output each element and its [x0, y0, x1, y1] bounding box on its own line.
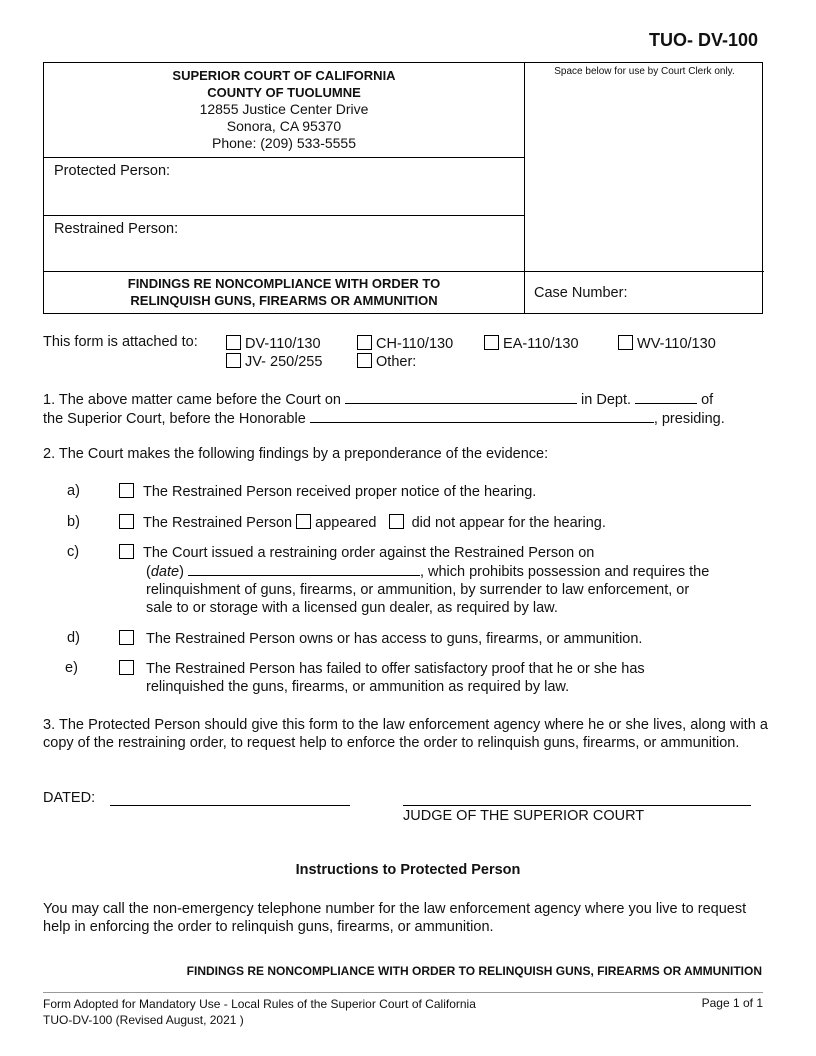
- checkbox[interactable]: [226, 335, 241, 350]
- item-3: 3. The Protected Person should give this form to the law enforcement agency where he or she lives, along with a copy of the restraining order, to request help to enforce the order to relinquish guns, firearms, or ammunition.: [43, 717, 768, 751]
- footer-left: Form Adopted for Mandatory Use - Local Rules of the Superior Court of California TUO-DV-100 (Revised August, 2021 ): [43, 997, 476, 1027]
- court-info: [44, 67, 524, 152]
- restrained-person-field[interactable]: Restrained Person:: [54, 221, 179, 237]
- dated-line[interactable]: [110, 805, 350, 806]
- checkbox[interactable]: [357, 353, 372, 368]
- form-id: TUO- DV-100: [648, 30, 758, 50]
- attached-label: This form is attached to:: [43, 334, 198, 350]
- clerk-note: Space below for use by Court Clerk only.: [554, 66, 735, 77]
- not-appeared-checkbox[interactable]: [389, 514, 404, 529]
- option-jv[interactable]: JV- 250/255: [226, 353, 322, 370]
- option-dv[interactable]: DV-110/130: [226, 335, 321, 352]
- dept-line[interactable]: [635, 390, 697, 404]
- court-address: 12855 Justice Center Drive: [199, 101, 369, 117]
- finding-c-checkbox[interactable]: [119, 544, 134, 559]
- instructions-text: You may call the non-emergency telephone number for the law enforcement agency where you live to request help in enforcing the order to relinquish guns, firearms, or ammunition.: [43, 901, 747, 935]
- item-2: 2. The Court makes the following findings by a preponderance of the evidence:: [43, 446, 549, 462]
- finding-d-checkbox[interactable]: [119, 630, 134, 645]
- appeared-checkbox[interactable]: [296, 514, 311, 529]
- hearing-date-line[interactable]: [345, 390, 577, 404]
- page-number: Page 1 of 1: [701, 996, 763, 1010]
- option-ch[interactable]: CH-110/130: [357, 335, 453, 352]
- judge-signature-line[interactable]: [403, 805, 751, 806]
- checkbox[interactable]: [226, 353, 241, 368]
- checkbox[interactable]: [618, 335, 633, 350]
- header-box: [43, 62, 763, 314]
- footer-title: FINDINGS RE NONCOMPLIANCE WITH ORDER TO RELINQUISH GUNS, FIREARMS OR AMMUNITION: [186, 964, 762, 978]
- instructions-title: Instructions to Protected Person: [295, 862, 521, 878]
- judge-label: JUDGE OF THE SUPERIOR COURT: [403, 808, 645, 824]
- option-wv[interactable]: WV-110/130: [618, 335, 716, 352]
- finding-e-checkbox[interactable]: [119, 660, 134, 675]
- court-name: SUPERIOR COURT OF CALIFORNIA: [172, 68, 396, 83]
- court-city: Sonora, CA 95370: [226, 118, 342, 134]
- dated-label: DATED:: [43, 790, 96, 806]
- checkbox[interactable]: [357, 335, 372, 350]
- checkbox[interactable]: [484, 335, 499, 350]
- court-phone: Phone: (209) 533-5555: [212, 135, 356, 151]
- form-title: FINDINGS RE NONCOMPLIANCE WITH ORDER TO RELINQUISH GUNS, FIREARMS OR AMMUNITION: [127, 276, 441, 308]
- finding-a-checkbox[interactable]: [119, 483, 134, 498]
- order-date-line[interactable]: [188, 562, 420, 576]
- item-1: 1. The above matter came before the Court on in Dept. of the Superior Court, before the Honorable , presiding.: [43, 392, 725, 427]
- finding-b-checkbox[interactable]: [119, 514, 134, 529]
- protected-person-field[interactable]: Protected Person:: [54, 163, 171, 179]
- option-ea[interactable]: EA-110/130: [484, 335, 579, 352]
- case-number-field[interactable]: Case Number:: [534, 285, 628, 301]
- judge-name-line[interactable]: [310, 409, 654, 423]
- option-other[interactable]: Other:: [357, 353, 416, 370]
- county-name: COUNTY OF TUOLUMNE: [207, 85, 361, 100]
